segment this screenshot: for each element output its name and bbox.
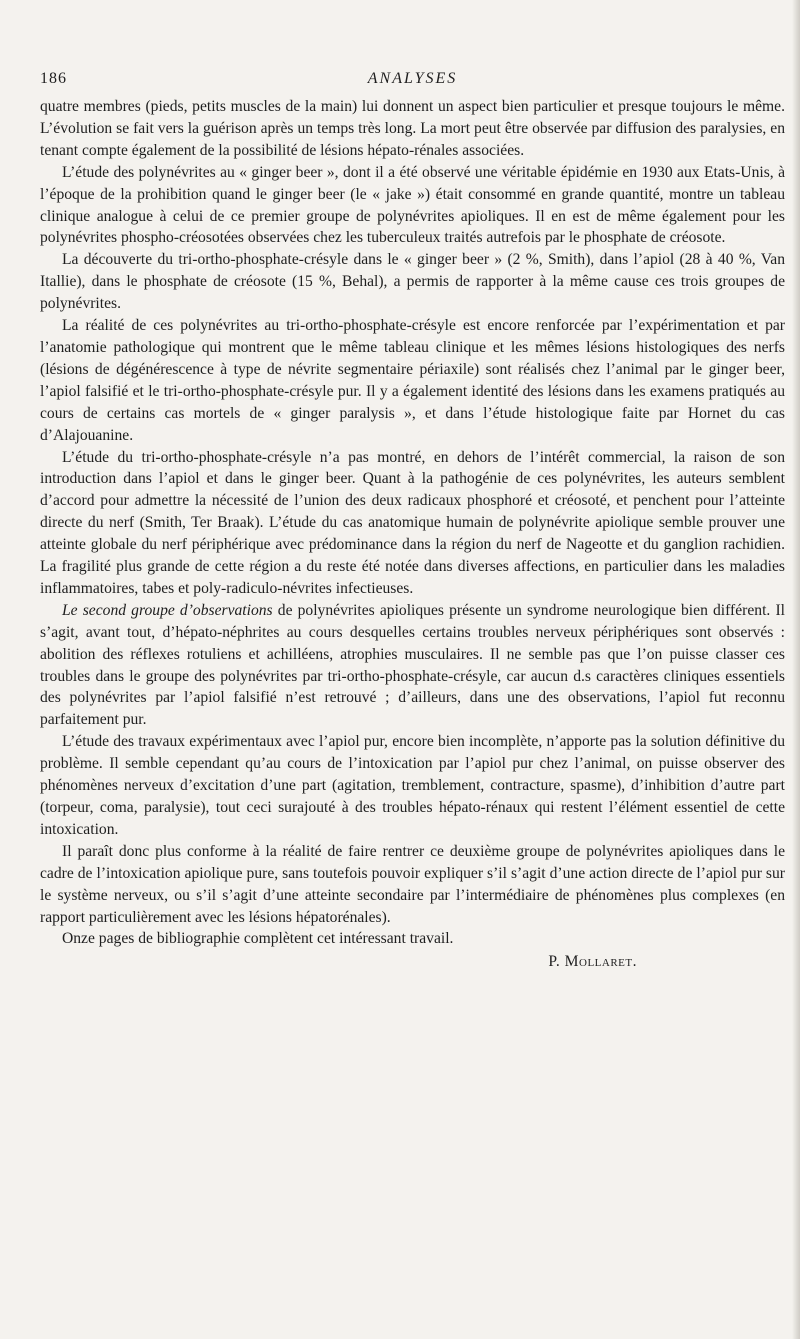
paragraph-text: La réalité de ces polynévrites au tri-ortho-phosphate-crésyle est encore renforcée par l’expérimentation et par l’anatomie pathologique qui montrent que le même tableau clinique et les mêmes lésions histologiques des nerfs (lésions de dégénérescence à type de névrite segmentaire périaxile) sont réalisés chez l’animal par le ginger beer, l’apiol falsifié et le tri-ortho-phosphate-crésyle pur. Il y a également identité des lésions dans les examens pratiqués au cours de certains cas mortels de « ginger paralysis », et dans l’étude histologique faite par Hornet du cas d’Alajouanine.	[40, 317, 785, 444]
page-header	[40, 70, 785, 96]
page-number: 186	[40, 70, 67, 87]
paragraph-text: L’étude du tri-ortho-phosphate-crésyle n’a pas montré, en dehors de l’intérêt commercial, la raison de son introduction dans l’apiol et dans le ginger beer. Quant à la pathogénie de ces polynévrites, les auteurs semblent d’accord pour admettre la nécessité de l’union des deux radicaux phosphoré et créosoté, et penchent pour l’atteinte directe du nerf (Smith, Ter Braak). L’étude du cas anatomique humain de polynévrite apiolique semble prouver une atteinte globale du nerf périphérique avec prédominance dans la région du nerf de Nageotte et du ganglion rachidien. La fragilité plus grande de cette région a du reste été notée dans diverses affections, en particulier dans les maladies inflammatoires, tabes et poly-radiculo-névrites infectieuses.	[40, 448, 785, 597]
paragraph	[40, 162, 785, 250]
paragraph	[40, 447, 785, 600]
author-signature: P. Mollaret.	[548, 953, 637, 971]
body-text	[40, 96, 785, 950]
italic-phrase: Le second groupe d’observations	[62, 601, 273, 619]
running-title: ANALYSES	[367, 70, 458, 87]
paragraph-text: de polynévrites apioliques présente un syndrome neurologique bien différent. Il s’agit, avant tout, d’hépato-néphrites au cours desquelles certains troubles nerveux périphériques sont observés : abolition des réflexes rotuliens et achilléens, atrophies musculaires. Il ne semble pas que l’on puisse classer ces troubles dans le groupe des polynévrites par tri-ortho-phosphate-crésyle, car aucun d.s caractères cliniques essentiels des polynévrites par l’apiol falsifié n’est retrouvé ; d’ailleurs, dans une des observations, l’apiol fut reconnu parfaitement pur.	[40, 601, 785, 729]
paragraph-text: La découverte du tri-ortho-phosphate-crésyle dans le « ginger beer » (2 %, Smith), dans l’apiol (28 à 40 %, Van Itallie), dans le phosphate de créosote (15 %, Behal), a permis de rapporter à la même cause ces trois groupes de polynévrites.	[40, 251, 785, 313]
paragraph-text: Onze pages de bibliographie complètent cet intéressant travail.	[62, 930, 454, 948]
paragraph	[40, 928, 785, 950]
paragraph	[40, 315, 785, 446]
paragraph-text: quatre membres (pieds, petits muscles de la main) lui donnent un aspect bien particulier et presque toujours le même. L’évolution se fait vers la guérison après un temps très long. La mort peut être observée par diffusion des paralysies, en tenant compte également de la possibilité de lésions hépato-rénales associées.	[40, 98, 785, 159]
paragraph-text: L’étude des travaux expérimentaux avec l’apiol pur, encore bien incomplète, n’apporte pas la solution définitive du problème. Il semble cependant qu’au cours de l’intoxication par l’apiol pur chez l’animal, on puisse observer des phénomènes nerveux d’excitation d’une part (agitation, tremblement, contracture, spasme), d’inhibition d’autre part (torpeur, coma, paralysie), tout ceci surajouté à des troubles hépato-rénaux qui restent l’élément essentiel de cette intoxication.	[40, 733, 785, 838]
page-edge-shadow	[792, 0, 800, 1339]
paragraph-text: L’étude des polynévrites au « ginger beer », dont il a été observé une véritable épidémie en 1930 aux Etats-Unis, à l’époque de la prohibition quand le ginger beer (le « jake ») était consommé en grande quantité, montre un tableau clinique analogue à celui de ce premier groupe de polynévrites apioliques. Il en est de même également pour les polynévrites phospho-créosotées observées chez les tuberculeux traités autrefois par le phosphate de créosote.	[40, 163, 785, 247]
paragraph	[40, 96, 785, 162]
paragraph	[40, 249, 785, 315]
paragraph	[40, 841, 785, 929]
paragraph	[40, 731, 785, 841]
paragraph-text: Il paraît donc plus conforme à la réalité de faire rentrer ce deuxième groupe de polynévrites apioliques dans le cadre de l’intoxication apiolique pure, sans toutefois pouvoir expliquer s’il s’agit d’une action directe de l’apiol pur sur le système nerveux, ou s’il s’agit d’une atteinte secondaire par l’intermédiaire de phénomènes plus complexes (en rapport particulièrement avec les lésions hépatorénales).	[40, 842, 785, 926]
paragraph	[40, 600, 785, 731]
page	[40, 70, 785, 973]
